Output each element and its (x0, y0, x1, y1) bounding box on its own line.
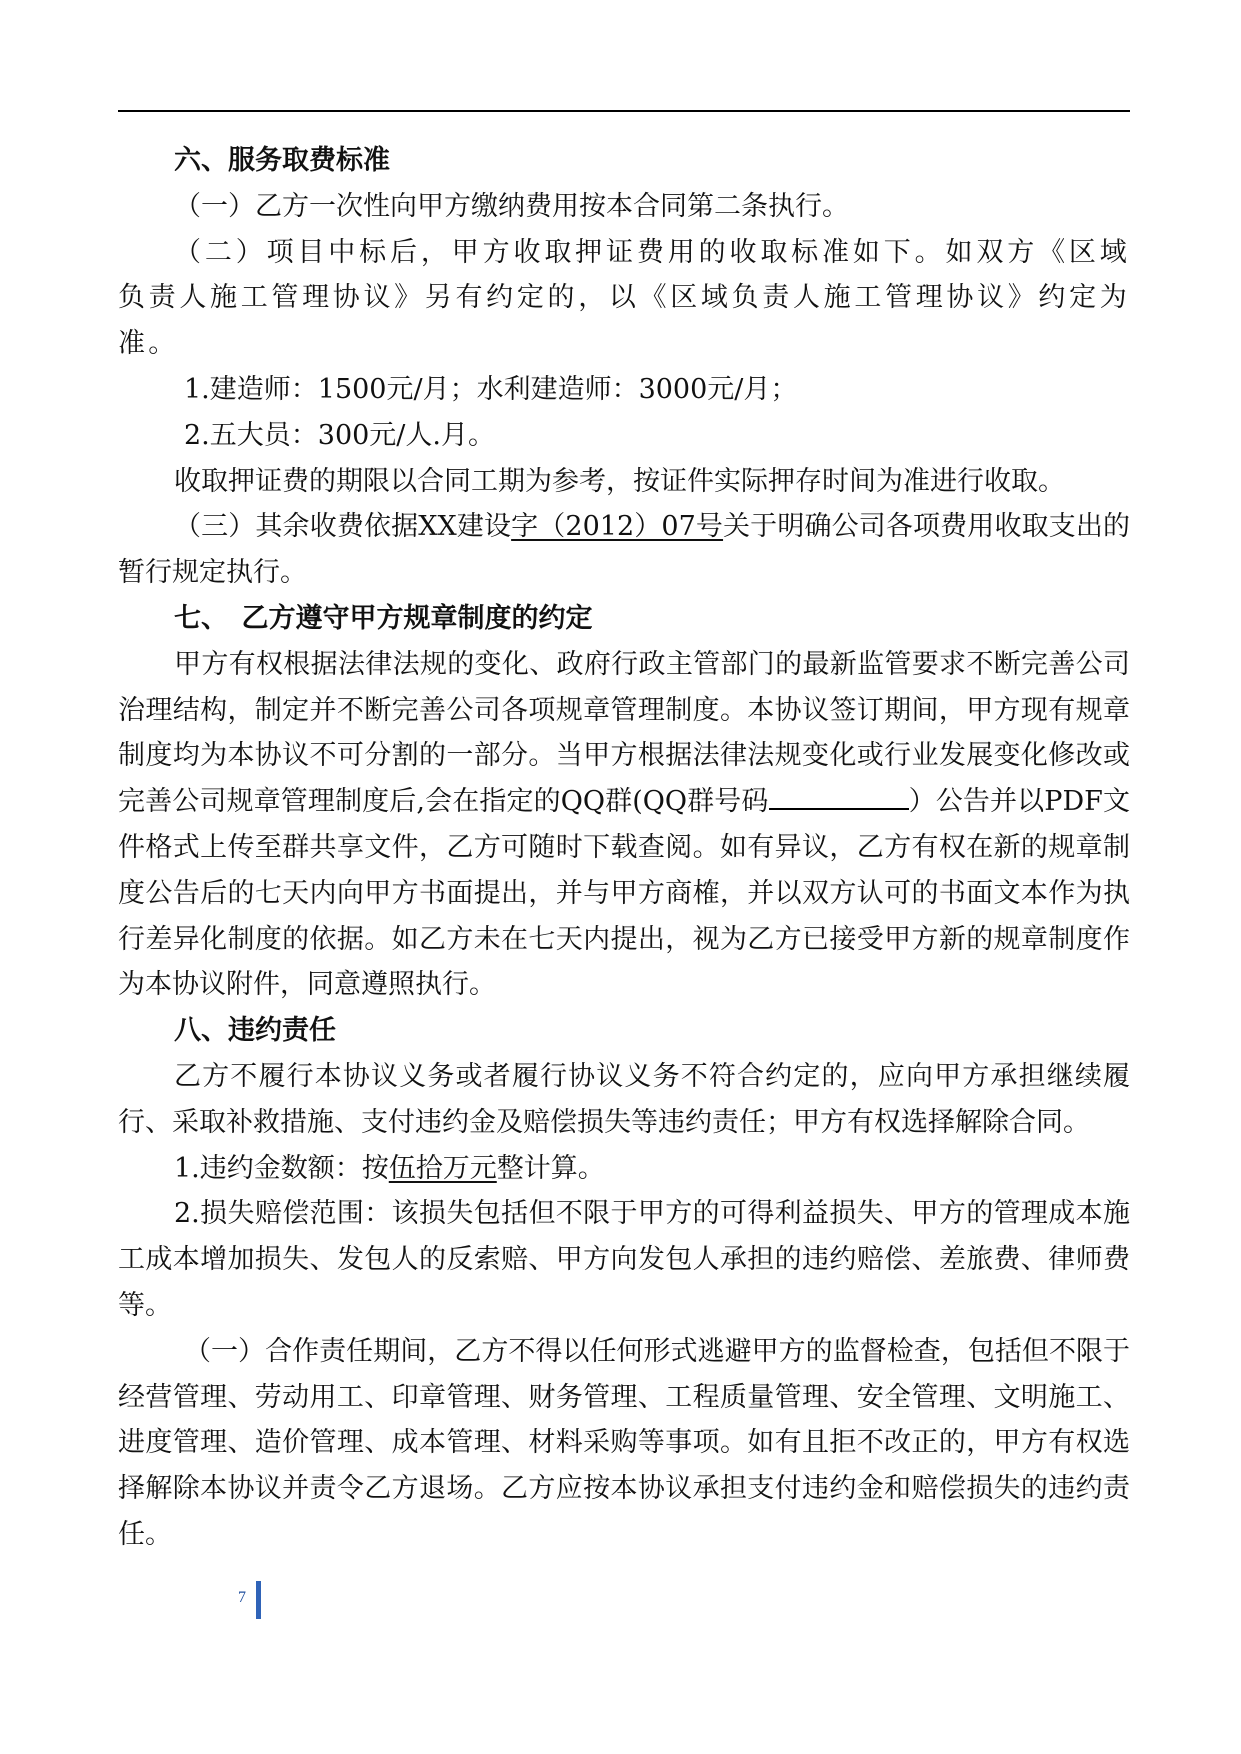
section-8-para-1: 乙方不履行本协议义务或者履行协议义务不符合约定的，应向甲方承担继续履行、采取补救措施、支付违约金及赔偿损失等违约责任；甲方有权选择解除合同。 (118, 1060, 1130, 1138)
section-7-para-1-text-b: ）公告并以PDF文件格式上传至群共享文件，乙方可随时下载查阅。如有异议，乙方有权在新的规章制度公告后的七天内向甲方书面提出，并与甲方商榷，并以双方认可的书面文本作为执行差异化制度的依据。如乙方未在七天内提出，视为乙方已接受甲方新的规章制度作为本协议附件，同意遵照执行。 (118, 786, 1130, 1001)
section-7-para-1 (118, 642, 1130, 1008)
section-6-item-1: 1.建造师：1500元/月；水利建造师：3000元/月； (184, 373, 798, 405)
page-number: 7 (238, 1589, 246, 1606)
section-8-item-1 (118, 1146, 1130, 1192)
section-6-para-4-text-b: 关于明确公司各项费用收取支出的暂行规定执行。 (118, 511, 1131, 589)
section-8-heading: 八、违约责任 (174, 1015, 336, 1047)
section-7-heading: 七、 乙方遵守甲方规章制度的约定 (174, 602, 593, 634)
section-6-item-2: 2.五大员：300元/人.月。 (184, 419, 495, 451)
section-7-para-1-text-a: 甲方有权根据法律法规的变化、政府行政主管部门的最新监管要求不断完善公司治理结构，制定并不断完善公司各项规章管理制度。本协议签订期间，甲方现有规章制度均为本协议不可分割的一部分。当甲方根据法律法规变化或行业发展变化修改或完善公司规章管理制度后,会在指定的QQ群(QQ群号码 (118, 648, 1130, 818)
section-8-item-2: 2.损失赔偿范围：该损失包括但不限于甲方的可得利益损失、甲方的管理成本施工成本增加损失、发包人的反索赔、甲方向发包人承担的违约赔偿、差旅费、律师费等。 (118, 1198, 1130, 1321)
section-6-para-4-underlined: 字（2012）07号 (511, 511, 724, 543)
section-8-para-2: （一）合作责任期间，乙方不得以任何形式逃避甲方的监督检查，包括但不限于经营管理、劳动用工、印章管理、财务管理、工程质量管理、安全管理、文明施工、进度管理、造价管理、成本管理、材料采购等事项。如有且拒不改正的，甲方有权选择解除本协议并责令乙方退场。乙方应按本协议承担支付违约金和赔偿损失的违约责任。 (118, 1335, 1130, 1550)
section-6-para-1: （一）乙方一次性向甲方缴纳费用按本合同第二条执行。 (174, 190, 849, 222)
section-6-para-4 (118, 504, 1130, 596)
section-6-para-2: （二）项目中标后，甲方收取押证费用的收取标准如下。如双方《区域负责人施工管理协议》另有约定的，以《区域负责人施工管理协议》约定为准。 (118, 236, 1130, 360)
section-6-para-4-text-a: （三）其余收费依据XX建设 (174, 511, 512, 543)
page-number-bar (256, 1581, 261, 1619)
section-8-item-1-text-b: 整计算。 (496, 1152, 605, 1184)
section-8-item-1-text-a: 1.违约金数额：按 (174, 1152, 389, 1184)
section-6-para-3: 收取押证费的期限以合同工期为参考，按证件实际押存时间为准进行收取。 (174, 465, 1065, 497)
qq-group-number-blank (769, 782, 909, 810)
section-8-item-1-underlined: 伍拾万元 (388, 1152, 497, 1184)
section-6-heading: 六、服务取费标准 (174, 145, 390, 176)
document-body (118, 138, 1130, 1558)
header-rule (118, 110, 1130, 112)
